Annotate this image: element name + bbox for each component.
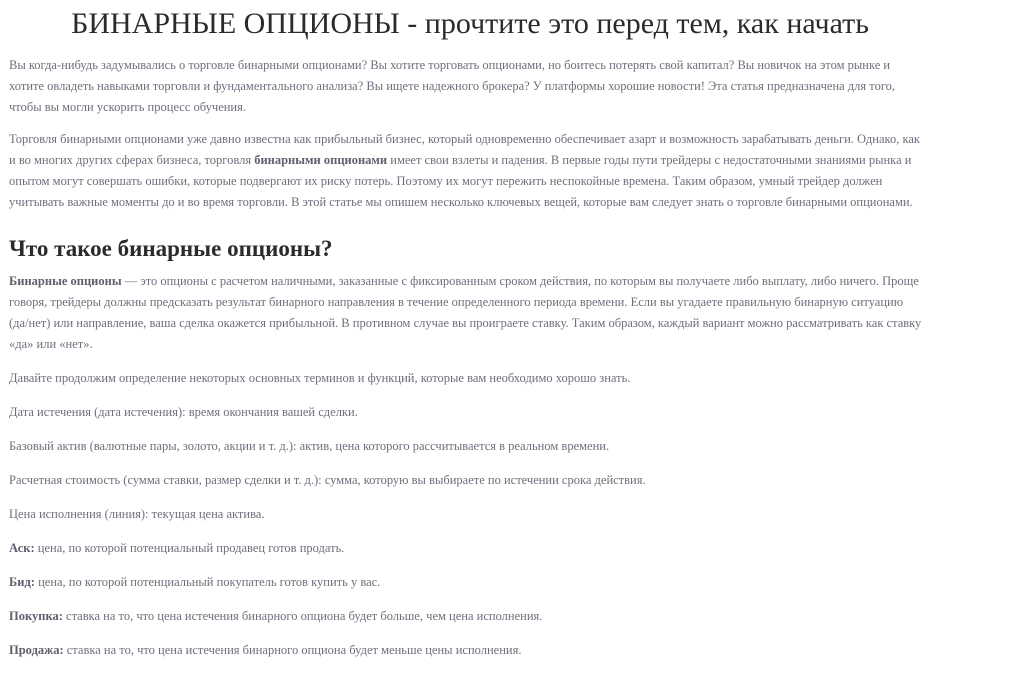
- intro-paragraph: Вы когда-нибудь задумывались о торговле бинарными опционами? Вы хотите торговать опционами, но боитесь потерять свой капитал? Вы новичок на этом рынке и хотите овладеть навыками торговли и фундаментального анализа? Вы ищете надежного брокера? У платформы хорошие новости! Эта статья предназначена для того, чтобы вы могли ускорить процесс обучения.: [9, 58, 896, 114]
- term-ask: [9, 538, 924, 559]
- section-heading: Что такое бинарные опционы?: [9, 236, 333, 261]
- term-text: цена, по которой потенциальный покупатель готов купить у вас.: [34, 575, 381, 589]
- term-label: Продажа:: [9, 643, 64, 657]
- definition-paragraph: [9, 271, 924, 355]
- term-text: Базовый актив (валютные пары, золото, акции и т. д.): актив, цена которого рассчитывается в реальном времени.: [9, 439, 610, 453]
- term-text: ставка на то, что цена истечения бинарного опциона будет меньше цены исполнения.: [63, 643, 522, 657]
- page-title: БИНАРНЫЕ ОПЦИОНЫ - прочтите это перед тем, как начать: [71, 7, 869, 40]
- term-text: Расчетная стоимость (сумма ставки, размер сделки и т. д.): сумма, которую вы выбираете по истечении срока действия.: [9, 473, 646, 487]
- term-settlement-value: [9, 470, 924, 491]
- term-strike-price: [9, 504, 924, 525]
- term-text: ставка на то, что цена истечения бинарного опциона будет больше, чем цена исполнения.: [62, 609, 543, 623]
- trading-paragraph-text-end: имеет свои взлеты и падения. В первые годы пути трейдеры с недостаточными знаниями рынка и опытом могут совершать ошибки, которые подвергают их риску потерь. Поэтому их могут пережить неспокойные времена. Таким образом, умный трейдер должен учитывать важные моменты до и во время торговли. В этой статье мы опишем несколько ключевых вещей, которые вам следует знать о торговле бинарными опционами.: [9, 153, 913, 209]
- definition-text: — это опционы с расчетом наличными, заказанные с фиксированным сроком действия, по которым вы получаете либо выплату, либо ничего. Проще говоря, трейдеры должны предсказать результат бинарного направления в течение определенного периода времени. Если вы угадаете правильную бинарную ситуацию (да/нет) или направление, ваша сделка окажется прибыльной. В противном случае вы проиграете ставку. Таким образом, каждый вариант можно рассматривать как ставку «да» или «нет».: [9, 274, 922, 351]
- term-sell: [9, 640, 924, 661]
- term-text: Дата истечения (дата истечения): время окончания вашей сделки.: [9, 405, 358, 419]
- trading-paragraph-bold: бинарными опционами: [254, 153, 388, 167]
- trading-paragraph: [9, 129, 924, 213]
- continue-paragraph: Давайте продолжим определение некоторых основных терминов и функций, которые вам необходимо хорошо знать.: [9, 371, 631, 385]
- term-buy: [9, 606, 924, 627]
- trading-paragraph-text-start: Торговля бинарными опционами уже давно известна как прибыльный бизнес, который одновременно обеспечивает азарт и возможность зарабатывать деньги. Однако, как и во многих других сферах бизнеса, торговля: [9, 132, 920, 167]
- definition-term: Бинарные опционы: [9, 274, 122, 288]
- term-text: цена, по которой потенциальный продавец готов продать.: [34, 541, 345, 555]
- term-underlying-asset: [9, 436, 924, 457]
- term-text: Цена исполнения (линия): текущая цена актива.: [9, 507, 265, 521]
- term-expiry: [9, 402, 924, 423]
- term-label: Бид:: [9, 575, 35, 589]
- term-bid: [9, 572, 924, 593]
- term-label: Покупка:: [9, 609, 63, 623]
- article-body: [9, 55, 924, 674]
- term-label: Аск:: [9, 541, 35, 555]
